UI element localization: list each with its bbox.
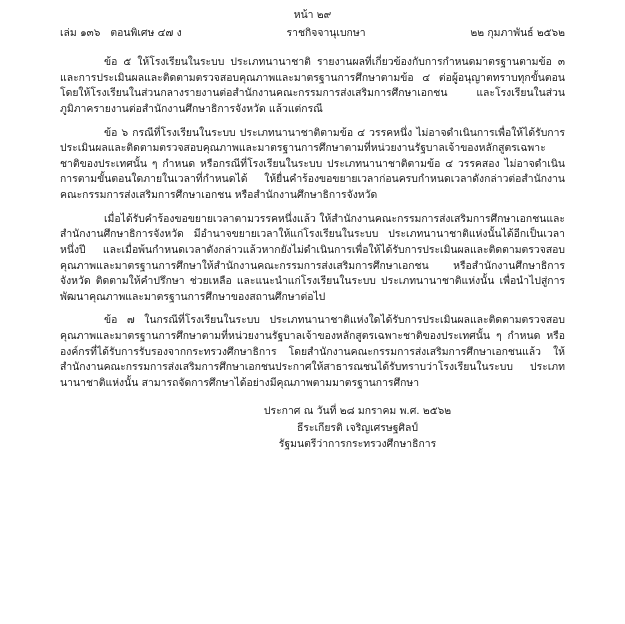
gazette-title: ราชกิจจานุเบกษา	[286, 26, 366, 39]
announcement-date: ประกาศ ณ วันที่ ๒๘ มกราคม พ.ศ. ๒๕๖๒	[263, 405, 452, 418]
page-number: หน้า ๒๙	[293, 9, 332, 21]
section-label: ตอนพิเศษ ๔๗ ง	[110, 26, 182, 39]
gazette-date: ๒๒ กุมภาพันธ์ ๒๕๖๒	[470, 26, 565, 39]
clause-7-paragraph: ข้อ ๗ ในกรณีที่โรงเรียนในระบบ ประเภทนานาชาติแห่งใดได้รับการประเมินผลและติดตามตรวจสอบคุณภาพและมาตรฐานการศึกษาตามที่หน่วยงานรัฐบาลเจ้าของหลักสูตรเฉพาะชาติของประเทศนั้น ๆ กำหนด หรือองค์กรที่ได้รับการรับรองจากกระทรวงศึกษาธิการ โดยสำนักงานคณะกรรมการส่งเสริมการศึกษาเอกชนแล้ว ให้สำนักงานคณะกรรมการส่งเสริมการศึกษาเอกชนประกาศให้สาธารณชนได้รับทราบว่าโรงเรียนในระบบ ประเภทนานาชาติแห่งนั้น สามารถจัดการศึกษาได้อย่างมีคุณภาพตามมาตรฐานการศึกษา	[60, 314, 565, 389]
signature-block	[60, 403, 565, 451]
signatory-position: รัฐมนตรีว่าการกระทรวงศึกษาธิการ	[278, 437, 437, 450]
clause-6-followup-paragraph: เมื่อได้รับคำร้องขอขยายเวลาตามวรรคหนึ่งแล้ว ให้สำนักงานคณะกรรมการส่งเสริมการศึกษาเอกชนและสำนักงานศึกษาธิการจังหวัด มีอำนาจขยายเวลาให้แก่โรงเรียนในระบบ ประเภทนานาชาติแห่งนั้นได้อีกเป็นเวลาหนึ่งปี และเมื่อพ้นกำหนดเวลาดังกล่าวแล้วหากยังไม่ดำเนินการเพื่อให้ได้รับการประเมินผลและติดตามตรวจสอบคุณภาพและมาตรฐานการศึกษาให้สำนักงานคณะกรรมการส่งเสริมการศึกษาเอกชน หรือสำนักงานศึกษาธิการจังหวัด ติดตามให้คำปรึกษา ช่วยเหลือ และแนะนำแก่โรงเรียนในระบบ ประเภทนานาชาติแห่งนั้น เพื่อนำไปสู่การพัฒนาคุณภาพและมาตรฐานการศึกษาของสถานศึกษาต่อไป	[60, 212, 565, 303]
document-body	[60, 55, 565, 391]
volume-label: เล่ม ๑๓๖	[60, 26, 101, 39]
header-left	[60, 26, 182, 42]
clause-6-paragraph: ข้อ ๖ กรณีที่โรงเรียนในระบบ ประเภทนานาชาติตามข้อ ๔ วรรคหนึ่ง ไม่อาจดำเนินการเพื่อให้ได้รับการประเมินผลและติดตามตรวจสอบคุณภาพและมาตรฐานการศึกษาตามที่หน่วยงานรัฐบาลเจ้าของหลักสูตรเฉพาะชาติของประเทศนั้น ๆ กำหนด หรือกรณีที่โรงเรียนในระบบ ประเภทนานาชาติตามข้อ ๔ วรรคสอง ไม่อาจดำเนินการตามขั้นตอนใดภายในเวลาที่กำหนดได้ ให้ยื่นคำร้องขอขยายเวลาก่อนครบกำหนดเวลาดังกล่าวต่อสำนักงานคณะกรรมการส่งเสริมการศึกษาเอกชน หรือสำนักงานศึกษาธิการจังหวัด	[60, 126, 565, 202]
clause-5-paragraph: ข้อ ๕ ให้โรงเรียนในระบบ ประเภทนานาชาติ รายงานผลที่เกี่ยวข้องกับการกำหนดมาตรฐานตามข้อ ๓ และการประเมินผลและติดตามตรวจสอบคุณภาพและมาตรฐานการศึกษาตามข้อ ๔ ต่อผู้อนุญาตทราบทุกขั้นตอน โดยให้โรงเรียนในส่วนกลางรายงานต่อสำนักงานคณะกรรมการส่งเสริมการศึกษาเอกชน และโรงเรียนในส่วนภูมิภาครายงานต่อสำนักงานศึกษาธิการจังหวัด แล้วแต่กรณี	[60, 56, 565, 116]
signatory-name: ธีระเกียรติ เจริญเศรษฐศิลป์	[296, 421, 418, 434]
gazette-header	[60, 26, 565, 42]
